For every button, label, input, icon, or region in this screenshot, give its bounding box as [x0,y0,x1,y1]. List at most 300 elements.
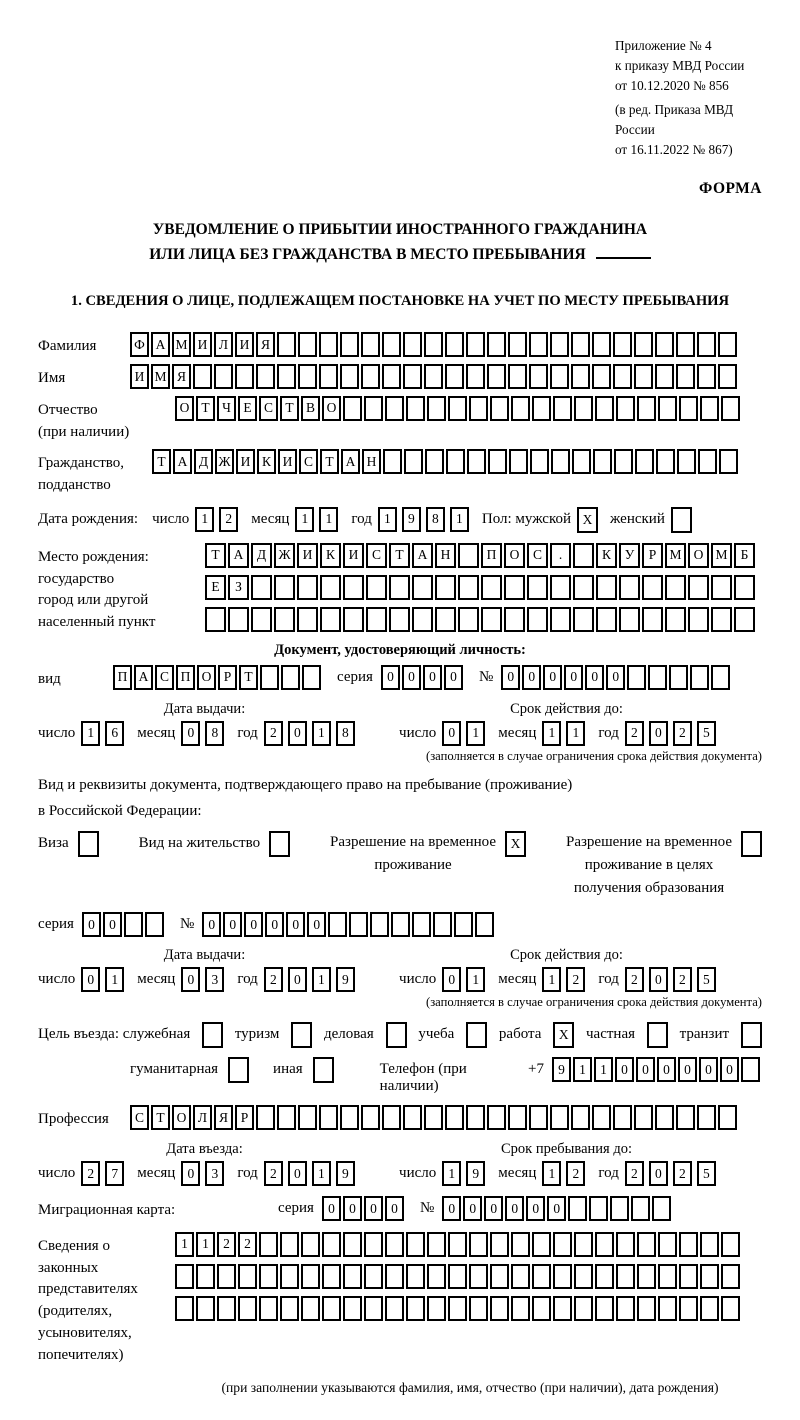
birth-place-label-line3: город или другой [38,592,149,609]
year-cells [625,721,721,746]
form-cell: 2 [625,721,644,746]
form-cell [574,396,593,421]
form-cell [319,1105,338,1130]
legal-reps-label-line6: попечителях) [38,1346,124,1363]
migration-card-row [38,1196,762,1222]
first-name-label: Имя [38,370,66,387]
form-cell: . [550,543,571,568]
form-cell [445,364,464,389]
legal-representatives-block [38,1232,762,1367]
issue-date-heading: Дата выдачи: [163,947,246,964]
form-cell: 0 [615,1057,634,1082]
form-cell: 5 [697,1161,716,1186]
form-cell [340,364,359,389]
temp-residence-label [330,831,496,878]
form-cell [741,1022,762,1048]
form-cell [574,1296,593,1321]
form-cell [301,1232,320,1257]
form-cell [364,1264,383,1289]
patronymic-cells [175,396,742,421]
form-cell: 2 [566,967,585,992]
purpose-business-label: деловая [324,1026,374,1043]
form-cell [343,1296,362,1321]
form-cell: И [297,543,318,568]
legal-reps-cell-rows [175,1232,742,1321]
profession-cells [130,1105,739,1130]
option-visa [38,831,99,901]
form-cell [385,396,404,421]
form-cell [508,332,527,357]
form-cell: 1 [312,1161,331,1186]
form-cell [424,332,443,357]
form-cell: 0 [364,1196,383,1221]
form-cell [467,449,486,474]
phone-label: Телефон (при наличии) [379,1061,467,1095]
form-cell: 1 [442,1161,461,1186]
form-cell [655,332,674,357]
form-cell: 0 [505,1196,524,1221]
form-cell [634,364,653,389]
form-cell: О [197,665,216,690]
form-cell: Я [172,364,191,389]
form-cell [391,912,410,937]
form-cell [427,1232,446,1257]
month-cells [542,1161,590,1186]
birth-month-cells [295,507,343,532]
form-cell [382,332,401,357]
residence-doc-options [38,831,762,901]
form-cell: 1 [566,721,585,746]
form-cell [571,364,590,389]
birth-place-cell-rows [205,543,757,632]
temp-residence-edu-label-line3: получения образования [573,880,725,897]
form-cell: 0 [322,1196,341,1221]
stay-until-line [399,1161,762,1186]
sex-male-label: Пол: мужской [481,510,572,527]
form-cell [665,575,686,600]
form-cell [297,607,318,632]
form-cell: Я [214,1105,233,1130]
legal-reps-row1 [175,1232,742,1257]
year-cells [264,721,360,746]
form-cell: Т [239,665,258,690]
form-cell [175,1264,194,1289]
form-cell [592,332,611,357]
form-cell: 1 [378,507,397,532]
form-cell: 1 [466,967,485,992]
month-label: месяц [498,1165,537,1182]
form-cell [406,396,425,421]
temp-residence-edu-label [566,831,732,901]
form-cell [298,364,317,389]
form-cell [592,364,611,389]
stay-until-block [371,1141,762,1186]
form-cell: 0 [307,912,326,937]
form-cell: 0 [522,665,541,690]
form-cell [446,449,465,474]
form-cell: 0 [202,912,221,937]
form-cell: 9 [336,1161,355,1186]
form-cell [425,449,444,474]
validity-date-heading: Срок действия до: [510,700,623,717]
form-cell [637,1232,656,1257]
day-label: число [38,724,76,741]
visa-checkbox [78,831,99,857]
form-title [38,218,762,268]
year-label: год [598,971,619,988]
form-cell [469,396,488,421]
day-label: число [38,1165,76,1182]
purpose-private-checkbox [647,1022,668,1048]
year-cells [264,967,360,992]
form-cell [343,396,362,421]
form-cell: 1 [195,507,214,532]
number-label: № [179,916,195,933]
form-cell [634,1105,653,1130]
form-cell [532,396,551,421]
form-cell: 2 [673,1161,692,1186]
form-cell: К [320,543,341,568]
form-cell [385,1264,404,1289]
form-cell: 2 [625,1161,644,1186]
form-cell: М [151,364,170,389]
form-cell [228,1057,249,1083]
form-cell [613,332,632,357]
birth-place-label-line1: Место рождения: [38,548,149,565]
form-cell [697,1105,716,1130]
form-cell: 1 [196,1232,215,1257]
day-cells [442,721,490,746]
residence-doc-series-row [38,912,762,937]
form-cell [277,364,296,389]
field-surname [38,332,762,358]
form-cell [481,607,502,632]
form-cell: С [366,543,387,568]
entry-date-line [38,1161,371,1186]
validity-date-heading: Срок действия до: [510,947,623,964]
card-series-cells [322,1196,406,1221]
form-cell [613,1105,632,1130]
temp-residence-label-line2: проживание [374,856,452,873]
temp-residence-edu-label-line2: проживание в целях [584,856,714,873]
form-cell: И [236,449,255,474]
form-cell [571,1105,590,1130]
form-cell [469,1264,488,1289]
form-cell: 7 [105,1161,124,1186]
form-cell: 0 [649,1161,668,1186]
header-line: от 10.12.2020 № 856 [615,77,729,93]
form-cell [697,364,716,389]
field-birth-place [38,543,762,634]
birth-place-label [38,543,205,634]
form-cell [553,1264,572,1289]
form-cell [655,364,674,389]
form-cell [550,607,571,632]
form-title-line2 [38,243,762,268]
form-cell: 0 [81,967,100,992]
option-temp-residence-education [566,831,762,901]
day-label: число [152,510,190,527]
form-cell [274,575,295,600]
form-cell: Т [320,449,339,474]
form-cell: X [553,1022,574,1048]
form-cell [386,1022,407,1048]
form-cell: Т [196,396,215,421]
form-cell [550,332,569,357]
form-cell [214,364,233,389]
form-cell [458,607,479,632]
day-cells [81,1161,129,1186]
form-cell [412,607,433,632]
form-cell [235,364,254,389]
citizenship-label [38,449,152,497]
form-cell [145,912,164,937]
form-cell: Р [642,543,663,568]
purpose-transit-checkbox [741,1022,762,1048]
purpose-private-label: частная [586,1026,636,1043]
form-cell [700,1296,719,1321]
form-label: ФОРМА [698,179,762,197]
form-cell: Ж [215,449,234,474]
form-cell: В [301,396,320,421]
migration-card-label: Миграционная карта: [38,1202,176,1219]
form-cell: Д [251,543,272,568]
legal-reps-row2 [175,1264,742,1289]
form-cell: 0 [442,1196,461,1221]
form-cell: Т [151,1105,170,1130]
form-cell [448,396,467,421]
form-cell [475,912,494,937]
form-cell [616,396,635,421]
form-cell [613,364,632,389]
form-cell: 0 [402,665,421,690]
month-cells [542,967,590,992]
form-cell [532,1232,551,1257]
form-cell [448,1296,467,1321]
form-cell [196,1264,215,1289]
form-cell [511,1264,530,1289]
form-cell: А [228,543,249,568]
form-cell: 0 [585,665,604,690]
form-cell [383,449,402,474]
form-cell [366,607,387,632]
form-cell [551,449,570,474]
form-cell [280,1296,299,1321]
legal-reps-label-line1: Сведения о [38,1237,110,1254]
form-cell [277,1105,296,1130]
form-cell [361,332,380,357]
form-cell [676,1105,695,1130]
form-cell [532,1296,551,1321]
form-cell [553,396,572,421]
sex-female-label: женский [610,510,665,527]
profession-label: Профессия [38,1111,109,1128]
form-cell [301,1264,320,1289]
form-cell: И [278,449,297,474]
form-cell: М [665,543,686,568]
form-cell [637,1296,656,1321]
form-cell [280,1232,299,1257]
year-label: год [237,971,258,988]
form-cell [529,332,548,357]
doc-type-label: вид [38,670,61,687]
month-label: месяц [137,724,176,741]
first-name-cells [130,364,739,389]
form-cell [642,607,663,632]
day-cells [442,1161,490,1186]
form-cell: 1 [175,1232,194,1257]
form-cell [256,364,275,389]
form-cell: 0 [543,665,562,690]
form-cell: А [151,332,170,357]
temp-residence-edu-checkbox [741,831,762,857]
month-label: месяц [498,724,537,741]
form-cell [676,364,695,389]
form-cell [385,1296,404,1321]
form-cell [669,665,688,690]
form-cell [193,364,212,389]
form-cell [238,1296,257,1321]
issue-date-heading: Дата выдачи: [163,700,246,717]
form-cell [466,364,485,389]
form-cell: Н [362,449,381,474]
form-cell: 5 [697,721,716,746]
visit-purpose-row [38,1022,762,1048]
year-label: год [237,1165,258,1182]
card-number-label: № [419,1200,435,1217]
purpose-humanitarian-checkbox [228,1057,249,1083]
form-cell [424,364,443,389]
form-cell [343,575,364,600]
purpose-business-checkbox [386,1022,407,1048]
form-cell [616,1296,635,1321]
form-cell: Ж [274,543,295,568]
purpose-work-label: работа [498,1026,542,1043]
form-cell: Н [435,543,456,568]
form-cell [427,1264,446,1289]
form-cell: М [172,332,191,357]
form-cell [445,332,464,357]
entry-date-block [38,1141,371,1186]
phone-prefix: +7 [528,1061,544,1078]
form-cell [595,1232,614,1257]
birth-day-cells [195,507,243,532]
form-cell [424,1105,443,1130]
month-label: месяц [137,971,176,988]
form-cell [511,396,530,421]
form-cell [700,1232,719,1257]
form-cell: Р [218,665,237,690]
month-label: месяц [251,510,290,527]
identity-doc-heading: Документ, удостоверяющий личность: [274,641,526,658]
form-cell [406,1264,425,1289]
form-cell: О [322,396,341,421]
citizenship-label-line1: Гражданство, [38,455,125,472]
form-cell [435,607,456,632]
form-cell: А [173,449,192,474]
form-cell: Е [238,396,257,421]
form-cell [529,364,548,389]
doc-type-cells [113,665,323,690]
form-cell [658,396,677,421]
form-cell [721,1264,740,1289]
form-cell [301,1296,320,1321]
form-cell: А [412,543,433,568]
form-cell [511,1296,530,1321]
form-cell: 0 [649,967,668,992]
form-cell: П [481,543,502,568]
form-cell [320,607,341,632]
form-cell: 2 [264,967,283,992]
day-label: число [399,971,437,988]
birth-place-label-line4: населенный пункт [38,614,156,631]
form-cell: 2 [81,1161,100,1186]
form-cell: И [343,543,364,568]
form-cell [553,1296,572,1321]
form-cell [343,1232,362,1257]
form-cell: 1 [295,507,314,532]
form-cell [527,607,548,632]
form-cell: 1 [542,1161,561,1186]
form-cell [370,912,389,937]
form-cell [291,1022,312,1048]
form-cell [697,332,716,357]
form-title-line2-text: ИЛИ ЛИЦА БЕЗ ГРАЖДАНСТВА В МЕСТО ПРЕБЫВАНИЯ [149,245,586,263]
month-label: месяц [137,1165,176,1182]
birth-date-label: Дата рождения: [38,510,139,527]
form-cell: Л [214,332,233,357]
year-cells [625,967,721,992]
validity-date-line [399,967,762,992]
form-cell: П [113,665,132,690]
form-cell: 0 [564,665,583,690]
temp-residence-checkbox [505,831,526,857]
form-cell [658,1264,677,1289]
form-cell: 2 [673,967,692,992]
form-cell: Т [152,449,171,474]
form-cell [466,332,485,357]
month-label: месяц [498,971,537,988]
form-cell: 3 [205,1161,224,1186]
form-cell [571,332,590,357]
form-cell [340,332,359,357]
form-cell [676,332,695,357]
form-cell [427,396,446,421]
form-cell [677,449,696,474]
residence-doc-text-line2: в Российской Федерации: [38,803,202,820]
form-cell [281,665,300,690]
form-cell [196,1296,215,1321]
day-label: число [399,724,437,741]
form-cell [721,1232,740,1257]
identity-doc-row [38,665,762,691]
year-cells [625,1161,721,1186]
form-cell: Д [194,449,213,474]
form-cell: 2 [219,507,238,532]
form-cell [734,575,755,600]
form-cell: 8 [205,721,224,746]
form-cell [637,1264,656,1289]
form-cell [175,1296,194,1321]
day-cells [442,967,490,992]
form-cell [658,1232,677,1257]
form-cell [202,1022,223,1048]
form-cell [530,449,549,474]
sex-male-checkbox [577,507,598,533]
form-cell [319,364,338,389]
birth-place-row2 [205,575,757,600]
form-cell: Ч [217,396,236,421]
